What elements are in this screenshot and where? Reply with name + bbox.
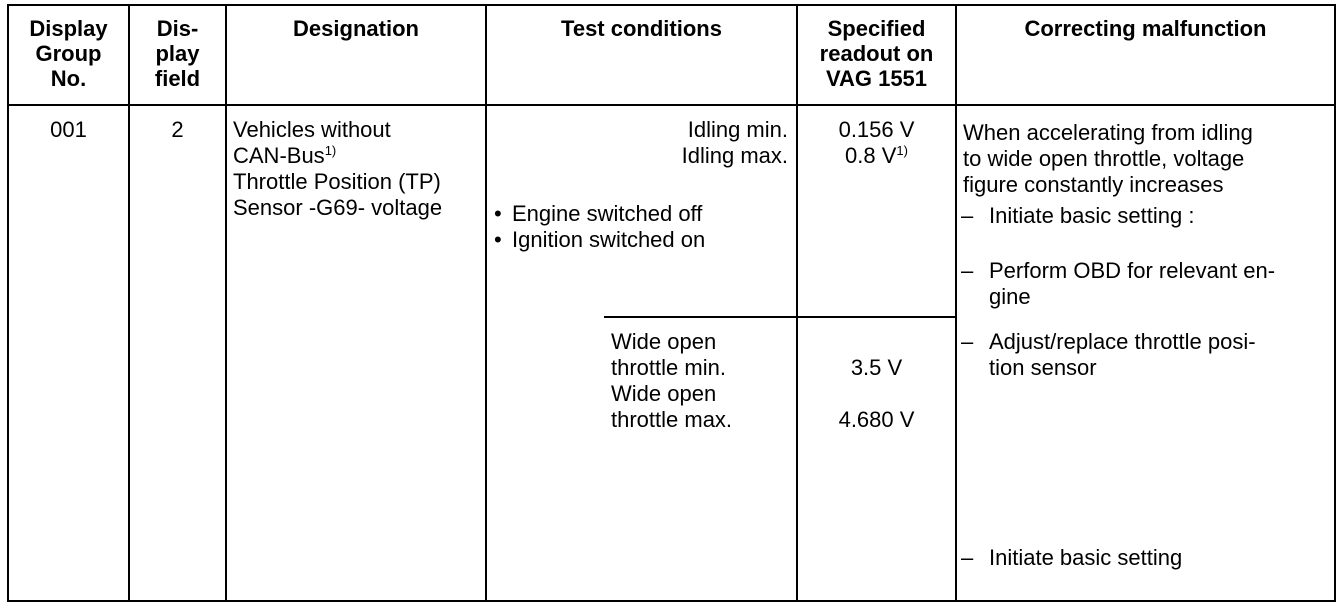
column-divider-1 <box>128 4 130 602</box>
footnote-marker: 1) <box>896 143 908 158</box>
header-text: play <box>155 41 200 66</box>
bullet-text: Engine switched off <box>512 201 703 226</box>
idle-min-value: 0.156 V <box>838 117 915 142</box>
header-text: Dis- <box>156 16 199 41</box>
designation-line: Sensor -G69- voltage <box>233 195 443 220</box>
bullet-text: Ignition switched on <box>512 227 706 252</box>
designation-text: CAN-Bus <box>233 143 325 168</box>
correcting-line <box>961 355 1256 381</box>
header-text: VAG 1551 <box>825 66 928 91</box>
correcting-step-text: tion sensor <box>989 355 1097 380</box>
column-divider-3 <box>485 4 487 602</box>
wot-max-value: 4.680 V <box>838 407 915 432</box>
bullet-icon: • <box>494 227 502 252</box>
correcting-line <box>961 329 1256 355</box>
correcting-step-text: Initiate basic setting <box>989 545 1183 570</box>
dash-icon: – <box>961 203 974 228</box>
wot-label-line: throttle max. <box>611 407 733 432</box>
designation-line: Throttle Position (TP) <box>233 169 441 194</box>
cell-group-no: 001 <box>50 117 87 142</box>
correcting-step-3 <box>961 329 1256 381</box>
header-bottom-border <box>7 104 1336 106</box>
column-divider-4 <box>796 4 798 602</box>
header-test-conditions: Test conditions <box>561 16 722 41</box>
idle-max-label: Idling max. <box>681 143 788 168</box>
correcting-line: to wide open throttle, voltage <box>963 146 1245 171</box>
idle-max-value <box>798 143 955 169</box>
header-text: field <box>154 66 201 91</box>
test-condition-bullets <box>494 201 705 253</box>
correcting-line: When accelerating from idling <box>963 120 1253 145</box>
wot-labels <box>611 329 732 433</box>
table-right-border <box>1334 4 1336 602</box>
cell-designation <box>233 117 442 221</box>
header-text: Display <box>29 16 108 41</box>
correcting-line <box>961 258 1275 284</box>
wot-label-line: throttle min. <box>611 355 726 380</box>
idle-max-value-text: 0.8 V <box>845 143 897 168</box>
header-text: Group <box>35 41 102 66</box>
bullet-icon: • <box>494 201 502 226</box>
correcting-line <box>961 284 1275 310</box>
dash-icon: – <box>961 258 974 283</box>
wot-label-line: Wide open <box>611 329 717 354</box>
correcting-step-text: Adjust/replace throttle posi- <box>989 329 1256 354</box>
wot-min-value: 3.5 V <box>850 355 903 380</box>
footnote-marker: 1) <box>324 143 337 158</box>
correcting-step-4 <box>961 545 1182 571</box>
idle-labels <box>487 117 788 169</box>
column-divider-2 <box>225 4 227 602</box>
correcting-step-text: Perform OBD for relevant en- <box>989 258 1276 283</box>
bullet-item <box>494 227 705 253</box>
header-correcting-malfunction: Correcting malfunction <box>1024 16 1267 41</box>
cell-display-field: 2 <box>171 117 184 142</box>
wot-label-line: Wide open <box>611 381 717 406</box>
idle-min-label: Idling min. <box>687 117 788 142</box>
correcting-intro <box>963 120 1253 198</box>
header-text: No. <box>50 66 87 91</box>
table-top-border <box>7 4 1336 6</box>
header-text: Specified <box>827 16 926 41</box>
dash-icon: – <box>961 545 974 570</box>
designation-line: Vehicles without <box>233 117 391 142</box>
header-display-group-no <box>9 16 128 91</box>
designation-line <box>233 143 442 169</box>
header-designation: Designation <box>293 16 419 41</box>
idle-values <box>798 117 955 169</box>
correcting-step-2 <box>961 258 1275 310</box>
table-left-border <box>7 4 9 602</box>
table-bottom-border <box>7 600 1336 602</box>
correcting-step-1 <box>961 203 1194 229</box>
correcting-step-text: gine <box>989 284 1031 309</box>
header-text: readout on <box>819 41 934 66</box>
header-specified-readout <box>798 16 955 91</box>
correcting-line: figure constantly increases <box>963 172 1224 197</box>
wot-separator-line <box>604 316 955 318</box>
bullet-item <box>494 201 705 227</box>
header-display-field <box>130 16 225 91</box>
dash-icon: – <box>961 329 974 354</box>
column-divider-5 <box>955 4 957 602</box>
correcting-step-text: Initiate basic setting : <box>989 203 1195 228</box>
